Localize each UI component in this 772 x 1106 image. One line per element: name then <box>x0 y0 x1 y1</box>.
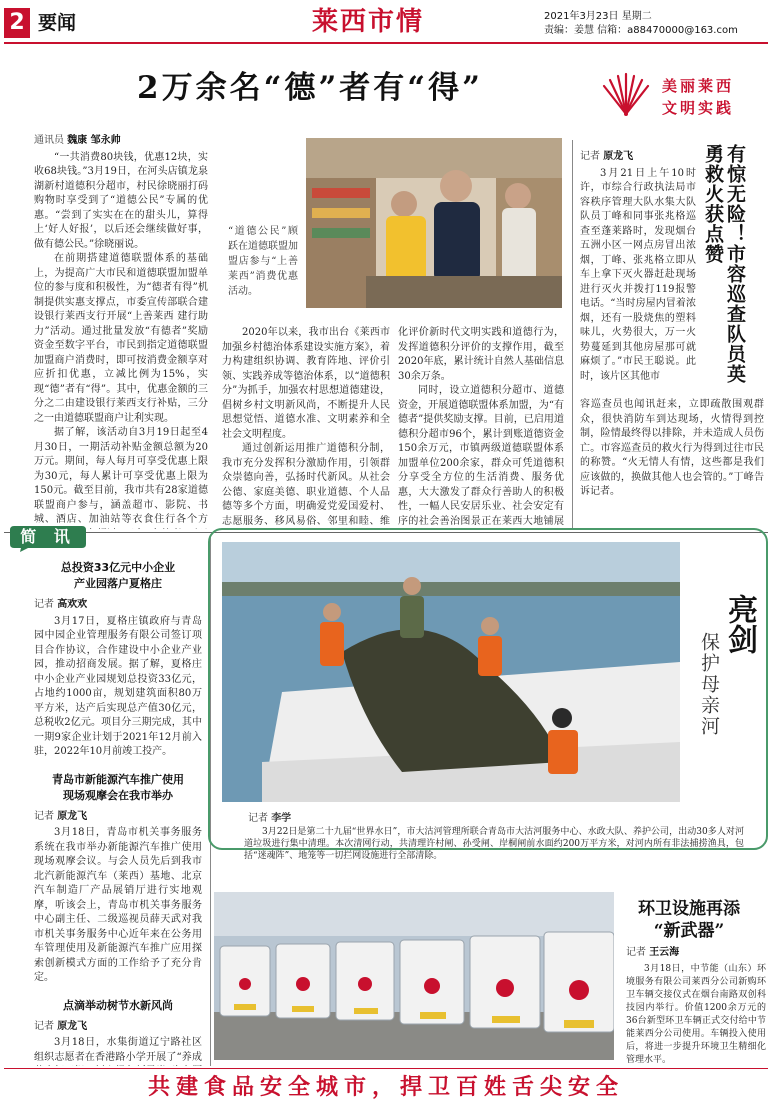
sanitation-byline: 记者 王云海 <box>626 947 680 958</box>
river-byline: 记者 李学 <box>248 813 292 824</box>
sanitation-text: 3月18日，中节能（山东）环境服务有限公司莱西分公司新购环卫车辆交接仪式在烟台南路双创科技园内举行。价值1200余万元的36台新型环卫车辆正式交付给中节能莱西分公司使用。车辆投入使用后，将进一步提升环境卫生精细化管理水平。 <box>626 963 766 1064</box>
brief-label: 简 讯 <box>8 524 88 552</box>
river-subtitle: 保护母亲河 <box>698 632 720 737</box>
sanitation-photo <box>214 892 614 1060</box>
lead-byline: 通讯员 魏康 邹永帅 <box>34 135 121 146</box>
brief-byline: 记者 原龙飞 <box>34 1020 88 1032</box>
header-rule <box>4 42 768 44</box>
fire-paragraph: 3月21日上午10时许，市综合行政执法局市容秩序管理大队水集大队队员丁峰和同事张兆格巡查至蓬莱路时，发现烟台五洲小区一网点房冒出浓烟，丁峰、张兆格立即从车上拿下灭火器赶赴现场进行灭火并拨打119报警电话。“当时房屋内冒着浓烟，还有一股烧焦的塑料味儿，火势很大，万一火势蔓延到其他房屋那可就麻烦了。”市民王聪说。此时，该片区其他市 <box>580 167 696 382</box>
brief-item <box>34 560 202 760</box>
fire-headline: 有惊无险！市容巡查队员英勇救火获点赞 <box>702 144 746 384</box>
lead-paragraph: 在前期搭建道德联盟体系的基础上，为提高广大市民和道德联盟加盟单位的参与度和积极性，为“德者有得”机制提供实惠支撑点，市委宣传部联合建设银行莱西支行开展“上善莱西 建行助力”活动。通过批量发放“有德者”奖励资金至数字平台，市民到指定道德联盟加盟商户消费时，即可按消费金额享对应折扣优惠，立减比例为15%，实现“德”者有“得”。其中，优惠金额的三分之二由建设银行莱西支行补贴，三分之一由道德联盟商户让利实现。 <box>34 253 208 424</box>
river-photo <box>222 542 680 802</box>
editor-line: 责编：姜慧 信箱：a88470000@163.com <box>544 25 738 36</box>
store-scene-photo <box>306 138 562 308</box>
lead-paragraph: 化评价新时代文明实践和道德行为，发挥道德积分评价的支撑作用，截至2020年底，累计统计自然人基础信息30余万条。 <box>398 327 564 382</box>
masthead: 莱西市情 <box>312 7 425 37</box>
river-title: 亮剑 <box>722 594 757 654</box>
footer-slogan: 共建食品安全城市，捍卫百姓舌尖安全 <box>147 1074 624 1100</box>
brief-byline: 记者 原龙飞 <box>34 810 88 822</box>
brief-title: 点滴举动树节水新风尚 <box>63 998 173 1012</box>
footer-rule <box>4 1068 768 1069</box>
brief-title: 总投资33亿元中小企业 产业园落户夏格庄 <box>60 561 176 590</box>
brief-byline: 记者 高欢欢 <box>34 599 88 610</box>
sanitation-trucks-photo <box>214 892 614 1060</box>
page-header <box>0 0 772 46</box>
brand-block <box>596 62 766 132</box>
section-title: 要闻 <box>38 12 77 34</box>
lead-paragraph: “一共消费80块钱，优惠12块，实收68块钱。”3月19日，在河头店镇龙泉湖新村道德积分超市，村民徐晓丽打码购物时享受到了“道德公民”专属的优惠。“尝到了实实在在的甜头儿，算得上‘好人好报’，以后还会继续做好事，做有德公民。”徐晓丽说。 <box>34 151 208 250</box>
river-caption: 3月22日是第二十九届“世界水日”，市大沽河管理所联合青岛市大沽河服务中心、水政大队、养护公司，出动30多人对河道垃圾进行集中清理。本次清网行动，共清理许村闸、孙受闸、岸桐闸前水面约200万平方米，对河内所有非法捕捞渔具，包括“迷魂阵”、地笼等一切拦网设施进行全部清除。 <box>244 827 744 861</box>
brief-text: 3月18日，水集街道辽宁路社区组织志愿者在香港路小学开展了“养成 <box>34 1037 202 1063</box>
brief-title: 青岛市新能源汽车推广使用 现场观摩会在我市举办 <box>52 772 184 802</box>
lead-paragraph: 同时，设立道德积分超市、道德资金，开展道德联盟体系加盟，为“有德者”提供奖励支撑。目前，已启用道德积分超市96个，累计到账道德资金150余万元，市镇两级道德联盟体系加盟单位200余家，群众可凭道德积分享受全方位的生活消费、服务优惠，大大激发了群众行善助人的积极性，一幅人民安居乐业、社会安定有序的社会善治图景正在莱西大地铺展 <box>398 385 564 527</box>
brand-line-2: 文明实践 <box>662 99 735 117</box>
briefs-column <box>34 556 202 1066</box>
lead-headline: 2万余名“德”者有“得” <box>137 70 483 106</box>
lead-paragraph: 通过创新运用推广道德积分制，我市充分发挥积分激励作用，引领群众崇德向善，弘扬时代新风。从社会公德、家庭美德、职业道德、个人品德等多个方面，明确爱党爱国爱村、志愿服务、移风易俗、邻里和睦、维 <box>222 443 390 527</box>
lead-column-2 <box>222 326 390 530</box>
lead-column-1 <box>34 134 208 529</box>
lead-paragraph: 据了解，该活动自3月19日起至4月30日，一期活动补贴金额总额为20万元。期间，每人每月可享受优惠上限为30元，每人累计可享受优惠上限为150元。截至目前，我市共有28家道德联盟商户参与，涵盖超市、影院、书城、酒店、加油站等衣食住行各个方 <box>34 427 208 525</box>
lead-column-3 <box>398 326 564 530</box>
brand-line-1: 美丽莱西 <box>662 77 735 95</box>
river-cleanup-photo <box>222 542 680 802</box>
column-divider <box>572 140 573 530</box>
fire-narrow-column <box>580 150 696 396</box>
brief-item <box>34 998 202 1067</box>
sanitation-headline: 环卫设施再添 “新武器” <box>638 899 740 941</box>
brief-text: 3月17日，夏格庄镇政府与青岛园中园企业管理服务有限公司签订项目合作协议，合作建设中小企业产业园，推动招商发展。据了解，夏格庄中小企业产业园规划总投资33亿元，占地约1000亩，规划建筑面积80万平方米，达产后实现总产值30亿元，总税收2亿元。项目分三期完成，其中一期9家企业计划于2021年12月前入驻，2022年10月前竣工投产。 <box>34 615 202 757</box>
lead-photo <box>306 138 562 308</box>
lead-paragraph: 2020年以来，我市出台《莱西市加强乡村德治体系建设实施方案》，着力构建组织协调、教育阵地、评价引领、实践养成等德治体系，以“道德积分”为抓手，加强农村思想道德建设，倡树乡村文明新风尚，不断提升人民思想觉悟、道德水准、文明素养和全社会文明程度。 <box>222 327 390 440</box>
brief-item <box>34 772 202 986</box>
date-line: 2021年3月23日 星期二 <box>544 11 652 22</box>
fire-paragraph: 容巡查员也闻讯赶来，立即疏散围观群众，很快消防车到达现场，火情得到控制，险情最终得以排除，并未造成人员伤亡。市容巡查员的救火行为得到过往市民的称赞。“火无情人有情，这些都是我们应该做的，换做其他人也会管的。”丁峰告诉记者。 <box>580 399 764 497</box>
red-fan-logo <box>600 72 652 116</box>
fire-byline: 记者 原龙飞 <box>580 151 634 162</box>
fire-wide-column <box>580 398 764 528</box>
lead-photo-caption: “道德公民”顾跃在道德联盟加盟店参与“上善莱西”消费优惠活动。 <box>228 226 298 297</box>
sanitation-column <box>626 946 766 1064</box>
page-number-badge: 2 <box>4 8 30 38</box>
brief-text: 3月18日，青岛市机关事务服务系统在我市举办新能源汽车推广使用现场观摩会议。与会人员先后到我市北汽新能源汽车（莱西）基地、北京汽车制造厂产品展销厅进行实地观摩，听该会上，青岛市机关事务服务中心副主任、二级巡视员薛天武对我市机关事务服务中心近年来在公务用车管理使用及新能源汽车推广应用探索创新模式方面的工作给予了充分肯定。 <box>34 827 202 983</box>
